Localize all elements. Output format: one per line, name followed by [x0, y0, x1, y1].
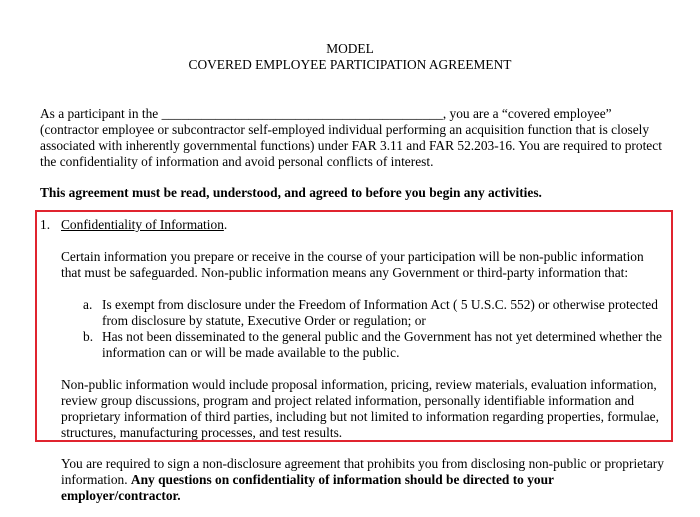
- agreement-notice: This agreement must be read, understood, and agreed to before you begin any activities.: [40, 185, 542, 200]
- nda-bold-text: Any questions on confidentiality of information should be directed to your employer/contractor.: [61, 472, 554, 503]
- nda-text: You are required to sign a non-disclosure agreement that prohibits you from disclosing non-public or proprietary information.: [61, 456, 664, 487]
- intro-paragraph: [40, 106, 668, 170]
- list-item-label: a.: [83, 297, 93, 312]
- intro-text-start: As a participant in the: [40, 106, 162, 121]
- list-item-label: b.: [83, 329, 94, 344]
- section-heading: [61, 217, 227, 233]
- non-public-info-paragraph: Non-public information would include proposal information, pricing, review materials, evaluation information, review group discussions, program and project related information, personally identifiable information and proprietary information of third parties, including but not limited to information regarding properties, formulae, structures, manufacturing processes, and test results.: [61, 377, 659, 440]
- document-title-model: MODEL: [326, 41, 374, 56]
- nda-paragraph: [61, 456, 666, 504]
- list-item-text: Is exempt from disclosure under the Freedom of Information Act ( 5 U.S.C. 552) or otherwise protected from disclosure by statute, Executive Order or regulation; or: [102, 297, 658, 328]
- list-item-text: Has not been disseminated to the general public and the Government has not yet determined whether the information can or will be made available to the public.: [102, 329, 663, 360]
- section-title: Confidentiality of Information: [61, 217, 224, 232]
- document-title: COVERED EMPLOYEE PARTICIPATION AGREEMENT: [188, 57, 512, 72]
- section-paragraph: Certain information you prepare or receive in the course of your participation will be non-public information that must be safeguarded. Non-public information means any Government or third-party information that:: [61, 249, 644, 280]
- intro-text-rest: , you are a “covered employee” (contractor employee or subcontractor self-employed individual performing an acquisition function that is closely associated with inherently governmental functions) under FAR 3.11 and FAR 52.203-16. You are required to protect the confidentiality of information and avoid personal conflicts of interest.: [40, 106, 662, 169]
- section-number: 1.: [40, 217, 51, 232]
- section-title-period: .: [223, 217, 228, 232]
- participant-blank-field: __________________________________________: [161, 106, 443, 121]
